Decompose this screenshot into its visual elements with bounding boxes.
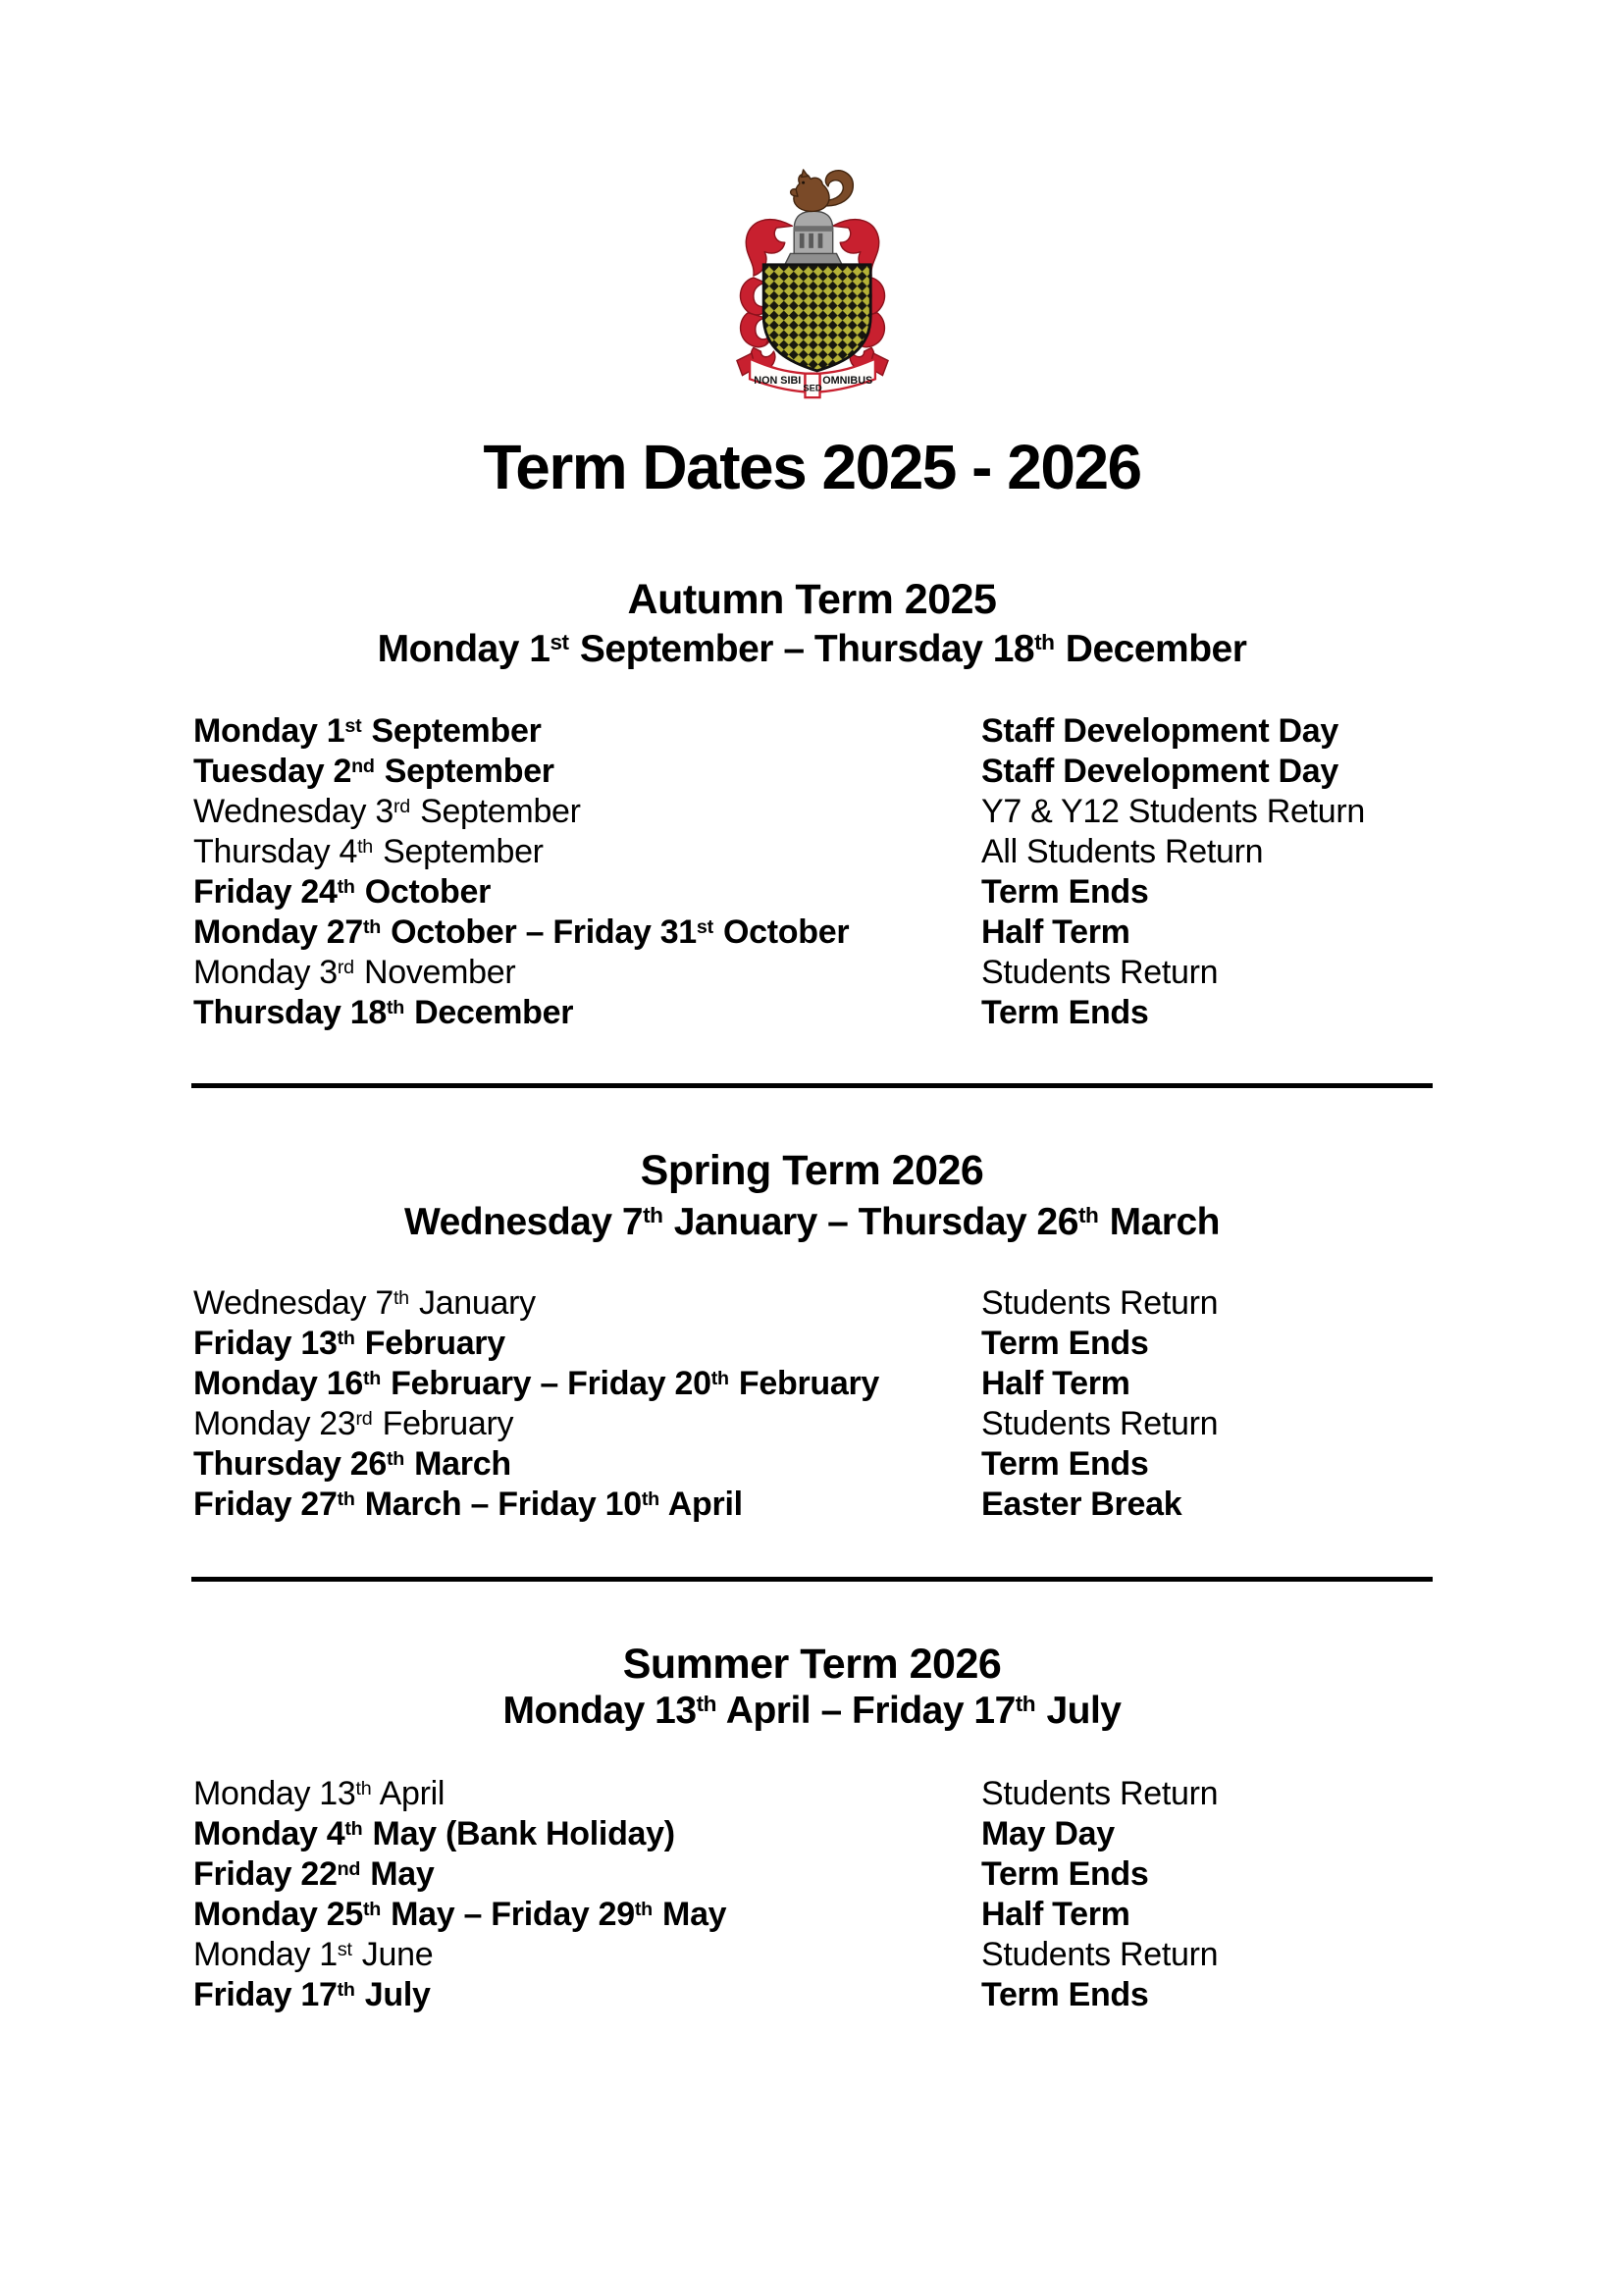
- date-cell: Friday 27th March – Friday 10th April: [193, 1486, 743, 1523]
- event-cell: Students Return: [981, 954, 1219, 991]
- term-date-row: [193, 1444, 1624, 1485]
- date-cell: Monday 1st June: [193, 1936, 434, 1973]
- date-cell: Friday 13th February: [193, 1325, 505, 1362]
- term-date-row: [193, 792, 1624, 832]
- event-cell: All Students Return: [981, 833, 1264, 870]
- motto-text-center: SED: [802, 382, 822, 393]
- term-date-range-spring: Wednesday 7th January – Thursday 26th March: [404, 1201, 1220, 1243]
- term-date-row: [193, 752, 1624, 792]
- event-cell: Half Term: [981, 1896, 1130, 1933]
- term-date-row: [193, 1895, 1624, 1935]
- motto-text-left: NON SIBI: [753, 375, 801, 388]
- term-rows-autumn: [193, 711, 1624, 1033]
- term-date-row: [193, 832, 1624, 872]
- date-cell: Wednesday 3rd September: [193, 793, 581, 830]
- event-cell: Term Ends: [981, 1976, 1149, 2013]
- event-cell: Term Ends: [981, 1855, 1149, 1893]
- page-title: Term Dates 2025 - 2026: [483, 432, 1141, 502]
- term-date-row: [193, 1283, 1624, 1324]
- event-cell: Term Ends: [981, 873, 1149, 911]
- date-cell: Monday 13th April: [193, 1775, 445, 1812]
- term-date-row: [193, 1854, 1624, 1895]
- term-date-row: [193, 1774, 1624, 1814]
- event-cell: May Day: [981, 1815, 1115, 1852]
- term-date-row: [193, 993, 1624, 1033]
- term-name-spring: Spring Term 2026: [640, 1147, 984, 1194]
- date-cell: Wednesday 7th January: [193, 1284, 536, 1322]
- term-date-row: [193, 1814, 1624, 1854]
- event-cell: Students Return: [981, 1936, 1219, 1973]
- term-rows-summer: [193, 1774, 1624, 2015]
- squirrel-icon: [790, 170, 853, 211]
- school-crest-logo: [719, 169, 906, 399]
- date-cell: Thursday 26th March: [193, 1445, 511, 1483]
- term-name-autumn: Autumn Term 2025: [627, 576, 997, 623]
- term-date-row: [193, 953, 1624, 993]
- event-cell: Y7 & Y12 Students Return: [981, 793, 1365, 830]
- term-name-summer: Summer Term 2026: [622, 1641, 1002, 1688]
- event-cell: Easter Break: [981, 1486, 1182, 1523]
- term-date-range-summer: Monday 13th April – Friday 17th July: [502, 1690, 1122, 1732]
- date-cell: Friday 24th October: [193, 873, 492, 911]
- date-cell: Monday 16th February – Friday 20th February: [193, 1365, 880, 1402]
- date-cell: Monday 1st September: [193, 712, 542, 750]
- event-cell: Staff Development Day: [981, 753, 1339, 790]
- term-date-range-autumn: Monday 1st September – Thursday 18th December: [377, 628, 1247, 670]
- term-date-row: [193, 1485, 1624, 1525]
- date-cell: Monday 27th October – Friday 31st October: [193, 913, 850, 951]
- event-cell: Term Ends: [981, 1325, 1149, 1362]
- date-cell: Thursday 18th December: [193, 994, 574, 1031]
- term-date-row: [193, 1324, 1624, 1364]
- term-date-row: [193, 913, 1624, 953]
- term-date-row: [193, 872, 1624, 913]
- section-divider: [191, 1577, 1433, 1582]
- date-cell: Thursday 4th September: [193, 833, 544, 870]
- event-cell: Students Return: [981, 1775, 1219, 1812]
- event-cell: Term Ends: [981, 1445, 1149, 1483]
- date-cell: Monday 3rd November: [193, 954, 516, 991]
- event-cell: Students Return: [981, 1284, 1219, 1322]
- motto-text-right: OMNIBUS: [821, 375, 872, 388]
- date-cell: Friday 22nd May: [193, 1855, 435, 1893]
- term-date-row: [193, 711, 1624, 752]
- event-cell: Students Return: [981, 1405, 1219, 1442]
- date-cell: Monday 23rd February: [193, 1405, 514, 1442]
- term-date-row: [193, 1975, 1624, 2015]
- event-cell: Half Term: [981, 913, 1130, 951]
- event-cell: Staff Development Day: [981, 712, 1339, 750]
- event-cell: Half Term: [981, 1365, 1130, 1402]
- term-date-row: [193, 1404, 1624, 1444]
- date-cell: Monday 4th May (Bank Holiday): [193, 1815, 675, 1852]
- date-cell: Monday 25th May – Friday 29th May: [193, 1896, 727, 1933]
- date-cell: Friday 17th July: [193, 1976, 431, 2013]
- term-date-row: [193, 1364, 1624, 1404]
- date-cell: Tuesday 2nd September: [193, 753, 554, 790]
- event-cell: Term Ends: [981, 994, 1149, 1031]
- section-divider: [191, 1083, 1433, 1088]
- term-date-row: [193, 1935, 1624, 1975]
- helmet-icon: [784, 211, 841, 265]
- term-rows-spring: [193, 1283, 1624, 1525]
